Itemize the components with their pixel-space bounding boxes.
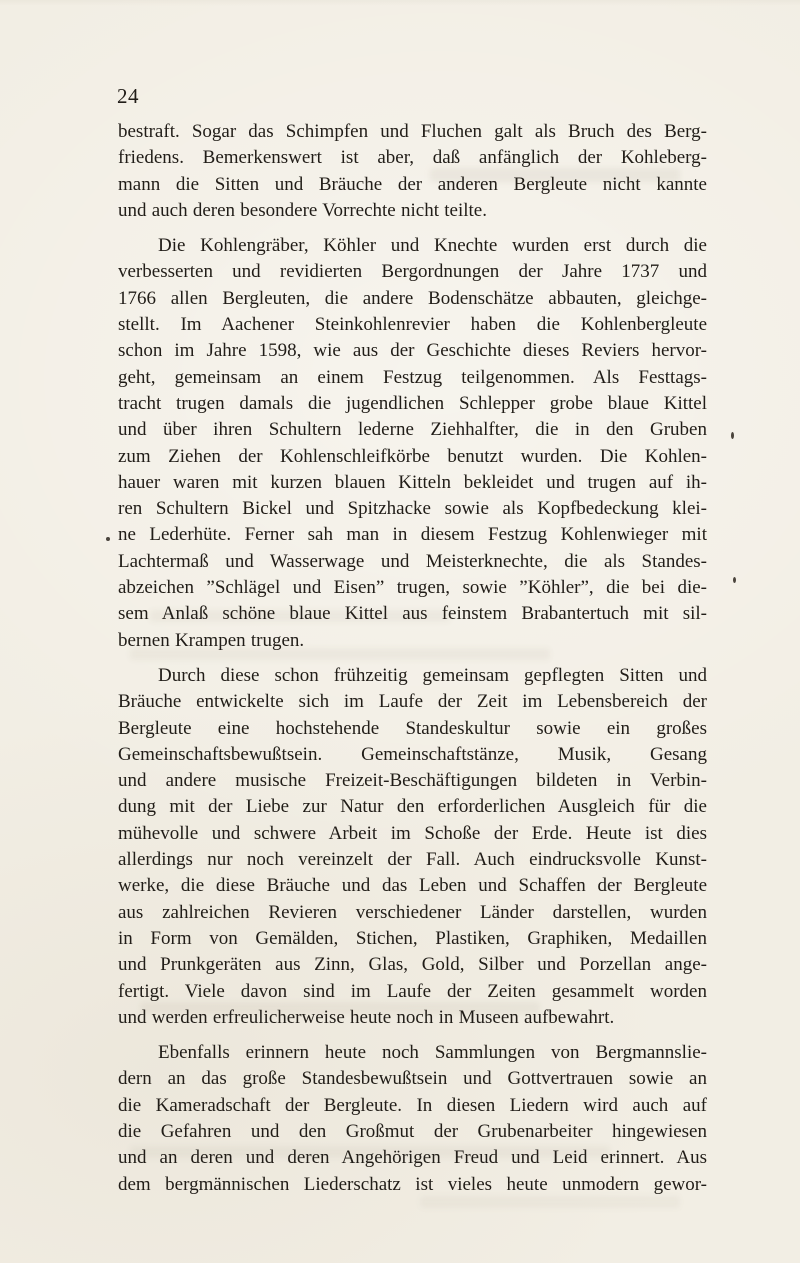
text-line: und auch deren besondere Vorrechte nicht teilte.: [118, 199, 487, 221]
text-line: abzeichen ”Schlägel und Eisen” trugen, sowie ”Köhler”, die bei die-: [118, 577, 707, 599]
text-line: Lachtermaß und Wasserwage und Meisterknechte, die als Standes-: [118, 550, 707, 572]
paragraph: [118, 1040, 707, 1198]
text-line: fertigt. Viele davon sind im Laufe der Zeiten gesammelt worden: [118, 980, 707, 1002]
body-text-block: [118, 119, 707, 1198]
paragraph: [118, 233, 707, 654]
text-line: die Kameradschaft der Bergleute. In diesen Liedern wird auch auf: [118, 1094, 707, 1116]
text-line: in Form von Gemälden, Stichen, Plastiken, Graphiken, Medaillen: [118, 927, 707, 949]
paragraph: [118, 663, 707, 1031]
text-line: Durch diese schon frühzeitig gemeinsam gepflegten Sitten und: [158, 664, 707, 686]
text-line: schon im Jahre 1598, wie aus der Geschichte dieses Reviers hervor-: [118, 340, 707, 362]
text-line: Ebenfalls erinnern heute noch Sammlungen von Bergmannslie-: [158, 1042, 707, 1064]
text-line: und andere musische Freizeit-Beschäftigungen bildeten in Verbin-: [118, 770, 707, 792]
text-line: dern an das große Standesbewußtsein und Gottvertrauen sowie an: [118, 1068, 707, 1090]
scan-speck: [733, 577, 736, 583]
text-line: werke, die diese Bräuche und das Leben und Schaffen der Bergleute: [118, 875, 707, 897]
text-line: mann die Sitten und Bräuche der anderen Bergleute nicht kannte: [118, 173, 707, 195]
text-line: die Gefahren und den Großmut der Grubenarbeiter hingewiesen: [118, 1120, 707, 1142]
text-line: und werden erfreulicherweise heute noch in Museen aufbewahrt.: [118, 1006, 615, 1028]
text-line: zum Ziehen der Kohlenschleifkörbe benutzt wurden. Die Kohlen-: [118, 445, 707, 467]
text-line: aus zahlreichen Revieren verschiedener Länder darstellen, wurden: [118, 901, 707, 923]
scan-speck: [731, 432, 734, 439]
page-number: 24: [117, 84, 139, 108]
text-line: Bräuche entwickelte sich im Laufe der Zeit im Lebensbereich der: [118, 691, 707, 713]
text-line: friedens. Bemerkenswert ist aber, daß anfänglich der Kohleberg-: [118, 147, 707, 169]
text-line: hauer waren mit kurzen blauen Kitteln bekleidet und trugen auf ih-: [118, 471, 707, 493]
text-line: ren Schultern Bickel und Spitzhacke sowie als Kopfbedeckung klei-: [118, 498, 707, 520]
text-line: dung mit der Liebe zur Natur den erforderlichen Ausgleich für die: [118, 796, 707, 818]
text-line: und über ihren Schultern lederne Ziehhalfter, die in den Gruben: [118, 419, 707, 441]
text-line: verbesserten und revidierten Bergordnungen der Jahre 1737 und: [118, 261, 707, 283]
text-line: bernen Krampen trugen.: [118, 629, 305, 651]
text-line: allerdings nur noch vereinzelt der Fall. Auch eindrucksvolle Kunst-: [118, 849, 707, 871]
scan-speck: [106, 537, 110, 541]
text-line: mühevolle und schwere Arbeit im Schoße der Erde. Heute ist dies: [118, 822, 707, 844]
paragraph: [118, 119, 707, 224]
text-line: geht, gemeinsam an einem Festzug teilgenommen. Als Festtags-: [118, 366, 707, 388]
text-line: bestraft. Sogar das Schimpfen und Fluchen galt als Bruch des Berg-: [118, 121, 707, 142]
text-line: sem Anlaß schöne blaue Kittel aus feinstem Brabantertuch mit sil-: [118, 603, 707, 625]
text-line: dem bergmännischen Liederschatz ist vieles heute unmodern gewor-: [118, 1173, 707, 1195]
text-line: Die Kohlengräber, Köhler und Knechte wurden erst durch die: [158, 235, 707, 257]
text-line: 1766 allen Bergleuten, die andere Bodenschätze abbauten, gleichge-: [118, 287, 707, 309]
text-line: Gemeinschaftsbewußtsein. Gemeinschaftstänze, Musik, Gesang: [118, 743, 707, 765]
text-line: tracht trugen damals die jugendlichen Schlepper grobe blaue Kittel: [118, 392, 707, 414]
text-line: und Prunkgeräten aus Zinn, Glas, Gold, Silber und Porzellan ange-: [118, 954, 707, 976]
text-line: Bergleute eine hochstehende Standeskultur sowie ein großes: [118, 717, 707, 739]
text-line: ne Lederhüte. Ferner sah man in diesem Festzug Kohlenwieger mit: [118, 524, 707, 546]
text-line: und an deren und deren Angehörigen Freud und Leid erinnert. Aus: [118, 1147, 707, 1169]
text-line: stellt. Im Aachener Steinkohlenrevier haben die Kohlenbergleute: [118, 314, 707, 336]
